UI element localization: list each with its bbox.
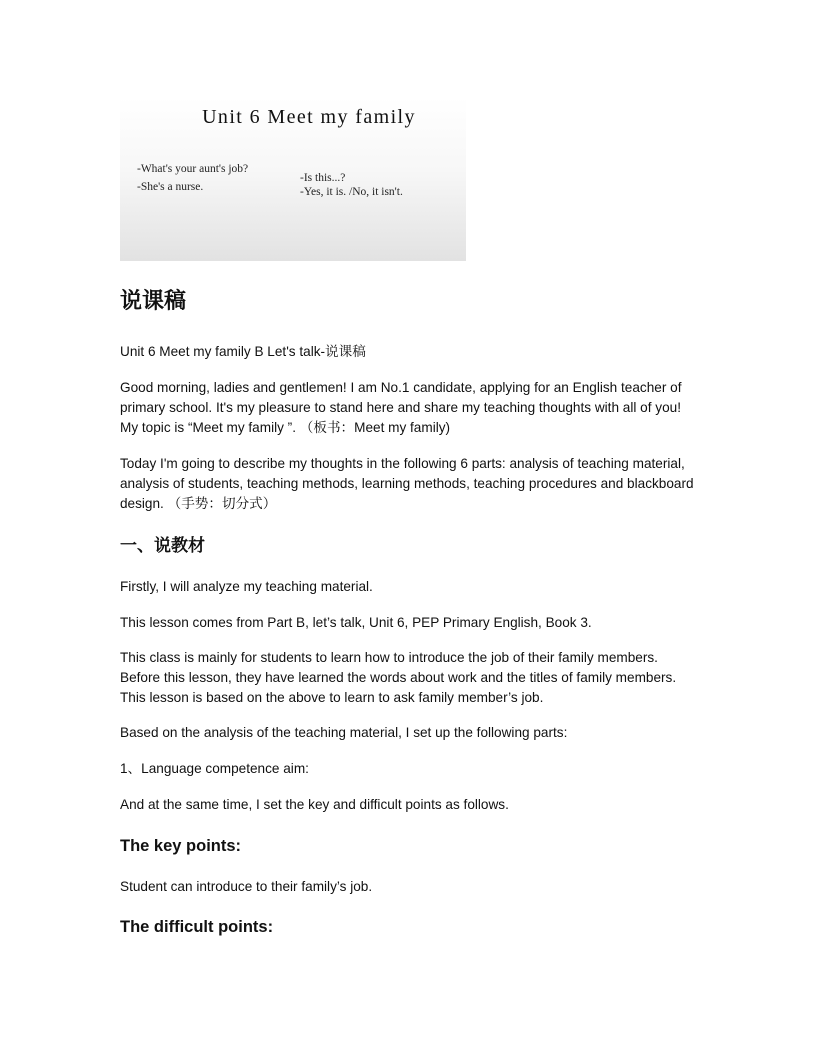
parts-paragraph: Today I'm going to describe my thoughts in the following 6 parts: analysis of teaching material, analysis of students, teaching methods, learning methods, teaching procedures and blackboard design. （手势：切分式） — [120, 456, 694, 511]
key-points-heading: The key points: — [120, 837, 242, 855]
paragraph-class-purpose: This class is mainly for students to learn how to introduce the job of their family members. Before this lesson, they have learned the words about work and the titles of family members. This lesson is based on the above to learn to ask family member’s job. — [120, 650, 677, 705]
page-title: 说课稿 — [120, 289, 187, 314]
paragraph-language-aim: 1、Language competence aim: — [120, 761, 309, 776]
blackboard-title: Unit 6 Meet my family — [202, 106, 416, 128]
blackboard-right-answer: -Yes, it is. /No, it isn't. — [300, 186, 403, 198]
blackboard-left-question: -What's your aunt's job? — [137, 163, 249, 175]
paragraph-analyze: Firstly, I will analyze my teaching material. — [120, 579, 373, 594]
blackboard-left-answer: -She's a nurse. — [137, 181, 204, 193]
paragraph-lesson-source: This lesson comes from Part B, let’s talk, Unit 6, PEP Primary English, Book 3. — [120, 615, 592, 630]
paragraph-setup: Based on the analysis of the teaching material, I set up the following parts: — [120, 725, 568, 740]
difficult-points-heading: The difficult points: — [120, 918, 274, 936]
blackboard-right-question: -Is this...? — [300, 172, 346, 184]
subtitle: Unit 6 Meet my family B Let's talk-说课稿 — [120, 344, 366, 359]
paragraph-key-difficult: And at the same time, I set the key and difficult points as follows. — [120, 797, 509, 812]
intro-paragraph: Good morning, ladies and gentlemen! I am No.1 candidate, applying for an English teacher of primary school. It's my pleasure to stand here and share my teaching thoughts with all of you! My topic is “Meet my family ”. （板书：Meet my family) — [120, 380, 682, 435]
section-heading-textbook: 一、说教材 — [120, 536, 205, 556]
key-points-text: Student can introduce to their family’s job. — [120, 879, 373, 894]
blackboard-image — [120, 97, 466, 261]
